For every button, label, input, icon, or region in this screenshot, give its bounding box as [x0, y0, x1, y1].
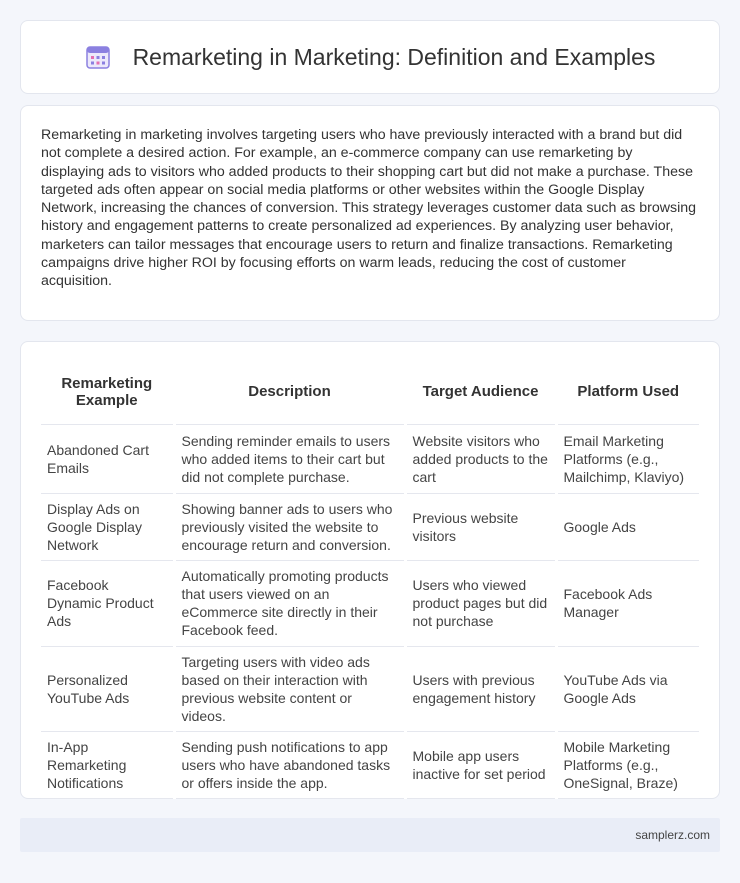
table-cell: Sending reminder emails to users who added items to their cart but did not complete purchase.	[174, 424, 405, 493]
table-card	[20, 341, 720, 799]
calendar-icon	[85, 44, 111, 70]
table-row	[41, 646, 699, 731]
table-cell: Email Marketing Platforms (e.g., Mailchimp, Klaviyo)	[556, 424, 699, 493]
intro-card	[20, 105, 720, 321]
table-cell: Mobile app users inactive for set period	[405, 731, 556, 798]
table-cell: Facebook Ads Manager	[556, 560, 699, 646]
table-cell: Targeting users with video ads based on their interaction with previous website content or videos.	[174, 646, 405, 731]
table-row	[41, 731, 699, 798]
remarketing-table	[41, 360, 699, 799]
footer	[20, 818, 720, 852]
intro-paragraph: Remarketing in marketing involves targeting users who have previously interacted with a brand but did not complete a desired action. For example, an e-commerce company can use remarketing by displaying ads to visitors who added products to their shopping cart but did not make a purchase. These targeted ads often appear on social media platforms or other websites within the Google Display Network, increasing the chances of conversion. This strategy leverages customer data such as browsing history and engagement patterns to create personalized ad experiences. By analyzing user behavior, marketers can tailor messages that encourage users to return and finalize transactions. Remarketing campaigns drive higher ROI by focusing efforts on warm leads, reducing the cost of customer acquisition.	[41, 127, 697, 290]
column-header: Target Audience	[405, 360, 556, 424]
table-row	[41, 560, 699, 646]
table-cell: Website visitors who added products to the cart	[405, 424, 556, 493]
column-header: Platform Used	[556, 360, 699, 424]
column-header: Description	[174, 360, 405, 424]
title-card	[20, 20, 720, 94]
page-title: Remarketing in Marketing: Definition and Examples	[132, 43, 656, 70]
table-row	[41, 493, 699, 560]
table-cell: Abandoned Cart Emails	[41, 424, 174, 493]
table-cell: Facebook Dynamic Product Ads	[41, 560, 174, 646]
table-cell: Mobile Marketing Platforms (e.g., OneSignal, Braze)	[556, 731, 699, 798]
column-header: Remarketing Example	[41, 360, 174, 424]
table-cell: Personalized YouTube Ads	[41, 646, 174, 731]
table-cell: Users who viewed product pages but did not purchase	[405, 560, 556, 646]
table-cell: Previous website visitors	[405, 493, 556, 560]
footer-link[interactable]: samplerz.com	[635, 828, 710, 842]
table-cell: Display Ads on Google Display Network	[41, 493, 174, 560]
table-cell: Automatically promoting products that users viewed on an eCommerce site directly in their Facebook feed.	[174, 560, 405, 646]
table-cell: Google Ads	[556, 493, 699, 560]
table-cell: Users with previous engagement history	[405, 646, 556, 731]
table-header-row	[41, 360, 699, 424]
table-cell: In-App Remarketing Notifications	[41, 731, 174, 798]
table-cell: Sending push notifications to app users who have abandoned tasks or offers inside the app.	[174, 731, 405, 798]
table-cell: Showing banner ads to users who previously visited the website to encourage return and conversion.	[174, 493, 405, 560]
table-row	[41, 424, 699, 493]
table-cell: YouTube Ads via Google Ads	[556, 646, 699, 731]
